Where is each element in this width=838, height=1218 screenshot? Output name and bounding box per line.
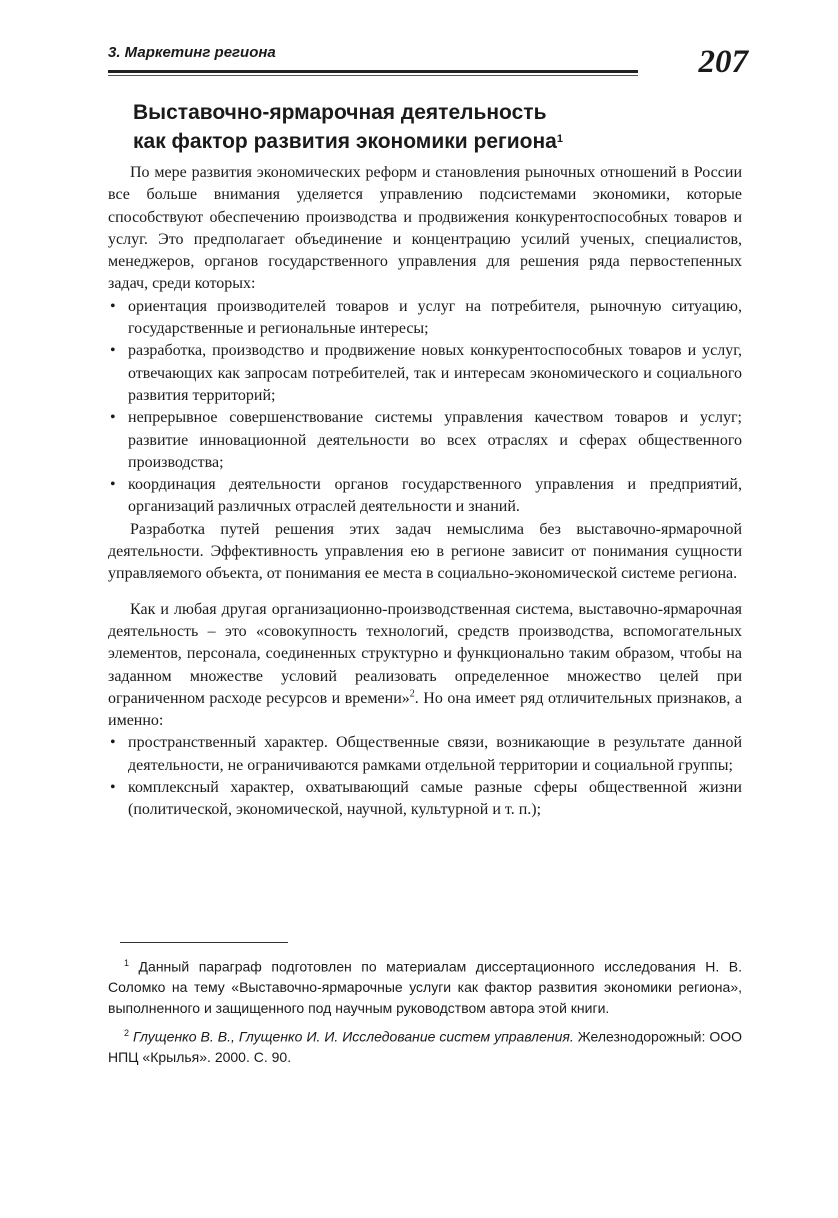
task-list (108, 296, 742, 519)
bullet-icon: • (110, 734, 116, 752)
footnote-2-text: Железнодорожный: ООО НПЦ «Крылья». 2000. С. 90. (108, 1028, 742, 1066)
footnote-1 (108, 953, 742, 1018)
footnote-separator (120, 942, 288, 943)
list-item (108, 407, 742, 474)
header-rule (108, 70, 638, 73)
bullet-icon: • (110, 409, 116, 427)
list-item-text: ориентация производителей товаров и услуг на потребителя, рыночную ситуацию, государственные и региональные интересы; (128, 297, 742, 338)
list-item-text: разработка, производство и продвижение новых конкурентоспособных товаров и услуг, отвечающих как запросам потребителей, так и интересам экономического и социального развития территорий; (128, 342, 742, 404)
body-text (108, 162, 742, 822)
list-item-text: непрерывное совершенствование системы управления качеством товаров и услуг; развитие инновационной деятельности во всех отраслях и сферах общественного производства; (128, 409, 742, 471)
paragraph-development: Разработка путей решения этих задач немыслима без выставочно-ярмарочной деятельности. Эффективность управления ею в регионе зависит от понимания сущности управляемого объекта, от понимания ее места в социально-экономической системе региона. (108, 520, 742, 583)
paragraph-system-end: . Но она имеет ряд отличительных признаков, а именно: (108, 689, 742, 730)
footnote-ref-2: 2 (409, 688, 415, 700)
list-item (108, 296, 742, 341)
features-list (108, 732, 742, 821)
footnote-1-text: Данный параграф подготовлен по материалам диссертационного исследования Н. В. Соломко на тему «Выставочно-ярмарочные услуги как фактор развития экономики региона», выполненного и защищенного под научным руководством автора этой книги. (108, 958, 742, 1016)
paragraph-system-text: Как и любая другая организационно-производственная система, выставочно-ярмарочная деятельность – это «совокупность технологий, средств производства, вспомогательных элементов, персонала, соединенных структурно и функционально таким образом, чтобы на заданном множестве условий реализовать определенное множество целей при ограниченном расходе ресурсов и времени» (108, 600, 742, 707)
footnote-1-mark: 1 (124, 958, 130, 968)
title-line-2: как фактор развития экономики региона (133, 130, 557, 153)
list-item (108, 732, 742, 777)
list-item-text: координация деятельности органов государственного управления и предприятий, организаций различных отраслей деятельности и знаний. (128, 476, 742, 516)
paragraph-intro: По мере развития экономических реформ и становления рыночных отношений в России все больше внимания уделяется управлению подсистемами экономики, которые способствуют обеспечению производства и продвижения конкурентоспособных товаров и услуг. Это предполагает объединение и концентрацию усилий ученых, специалистов, менеджеров, органов государственного управления для решения ряда первостепенных задач, среди которых: (108, 164, 742, 293)
list-item (108, 340, 742, 407)
running-head (108, 44, 748, 84)
footnote-2-mark: 2 (124, 1028, 130, 1039)
title-line-1: Выставочно-ярмарочная деятельность (133, 101, 547, 124)
list-item (108, 777, 742, 822)
bullet-icon: • (110, 779, 116, 797)
footnotes (108, 953, 742, 1068)
section-label: 3. Маркетинг региона (108, 44, 276, 61)
footnote-2 (108, 1023, 742, 1068)
footnote-2-author: Глущенко В. В., Глущенко И. И. Исследование систем управления. (129, 1028, 574, 1045)
list-item (108, 474, 742, 519)
page-number: 207 (698, 44, 748, 80)
list-item-text: пространственный характер. Общественные связи, возникающие в результате данной деятельности, не ограничиваются рамками отдельной территории и социальной группы; (128, 734, 742, 774)
list-item-text: комплексный характер, охватывающий самые разные сферы общественной жизни (политической, экономической, научной, культурной и т. п.); (128, 779, 742, 819)
paragraph-system (108, 599, 742, 733)
header-rule-thin (108, 75, 638, 76)
section-title (133, 98, 693, 156)
bullet-icon: • (110, 476, 116, 494)
bullet-icon: • (110, 297, 116, 315)
title-footnote-mark: 1 (556, 133, 563, 145)
bullet-icon: • (110, 342, 116, 360)
